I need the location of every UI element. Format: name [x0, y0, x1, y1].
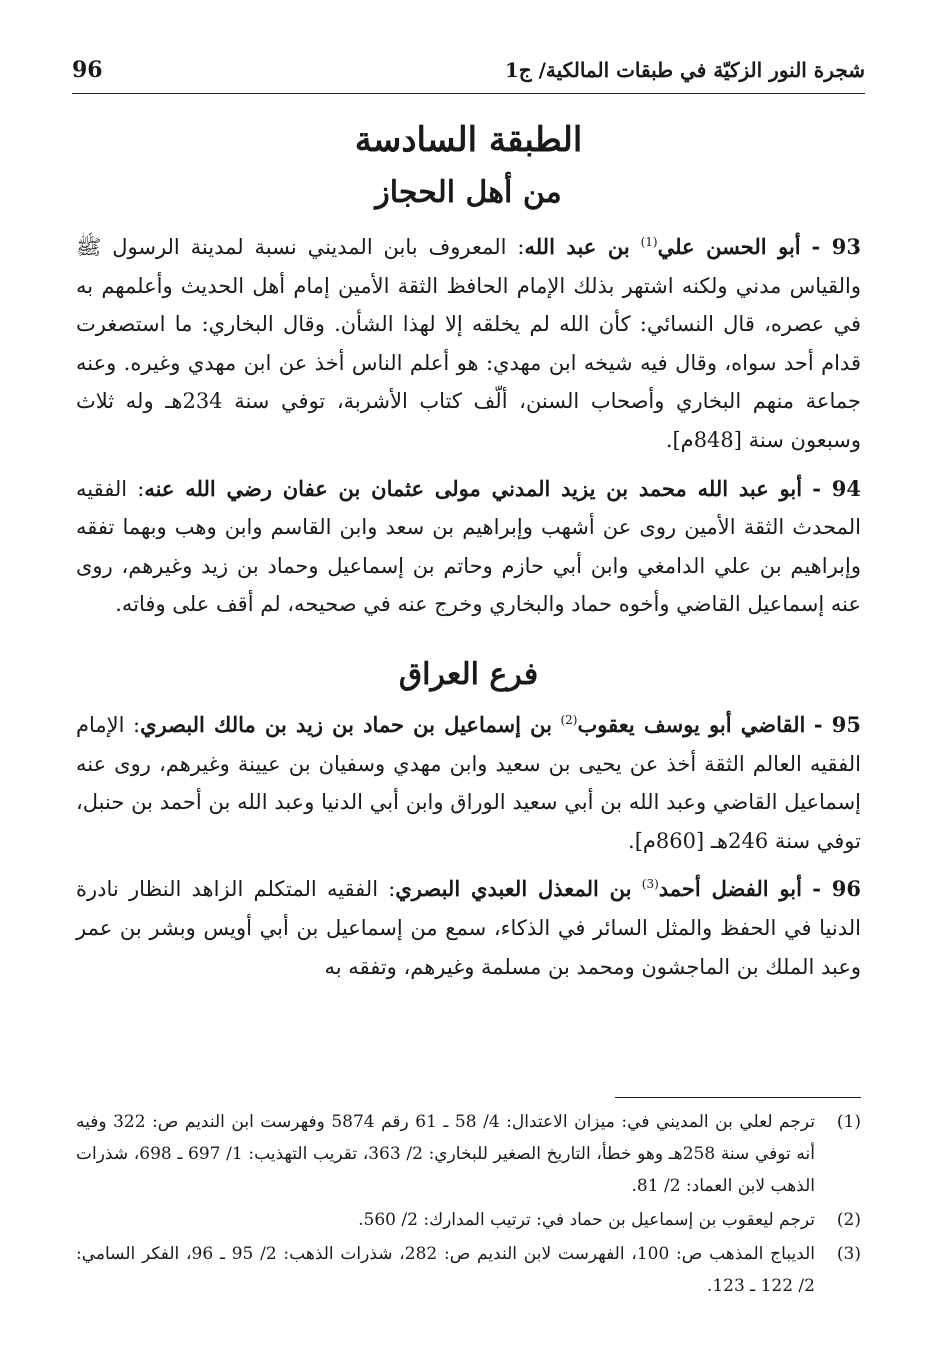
entry-text: : الفقيه المحدث الثقة الأمين روى عن أشهب وإبراهيم بن سعد وابن القاسم وابن وهب وبهما تفقه وإبراهيم بن علي الدامغي وابن أبي حازم وحاتم بن إسماعيل وحماد بن زيد وغيرهم، روى عنه إسماعيل القاضي وأخوه حماد والبخاري وخرج عنه في صحيحه، لم أقف على وفاته.: [76, 476, 861, 617]
footnote-number: (3): [836, 1244, 861, 1264]
entry-name: القاضي أبو يوسف يعقوب: [577, 711, 806, 737]
entry-text: : الإمام الفقيه العالم الثقة أخذ عن يحيى بن سعيد وابن مهدي وسفيان بن عيينة وغيرهم، روى عنه إسماعيل القاضي وعبد الله بن أبي سعيد الوراق وابن أبي الدنيا وعبد الله بن أحمد بن حنبل، توفي سنة 246هـ [860م].: [76, 712, 861, 853]
footnote-number: (1): [836, 1112, 861, 1132]
main-text: [76, 112, 861, 986]
footnote-marker: (3): [641, 877, 659, 892]
running-title: شجرة النور الزكيّة في طبقات المالكية/ ج1: [504, 58, 865, 82]
section-subtitle: من أهل الحجاز: [375, 175, 562, 210]
branch-title: فرع العراق: [398, 656, 539, 692]
entry-93: [76, 228, 861, 460]
entry-number: 96 -: [812, 876, 862, 902]
entry-94: [76, 470, 861, 624]
footnote-marker: (1): [640, 235, 658, 249]
section-title: الطبقة السادسة: [354, 120, 583, 160]
footnote-rule: [615, 1097, 861, 1098]
footnote-text: الديباج المذهب ص: 100، الفهرست لابن النديم ص: 282، شذرات الذهب: 2/ 95 ـ 96، الفكر السامي: 2/ 122 ـ 123.: [76, 1244, 816, 1296]
entry-name-rest: بن إسماعيل بن حماد بن زيد بن مالك البصري: [140, 711, 552, 737]
entry-name: أبو الحسن علي: [657, 234, 801, 259]
footnote-text: ترجم ليعقوب بن إسماعيل بن حماد في: ترتيب المدارك: 2/ 560.: [358, 1210, 815, 1230]
footnote-3: [76, 1238, 861, 1302]
entry-name-rest: بن عبد الله: [524, 234, 630, 259]
entry-number: 93 -: [811, 234, 861, 259]
entry-96: [76, 870, 861, 986]
entry-name: أبو الفضل أحمد: [658, 876, 802, 902]
footnote-text: ترجم لعلي بن المديني في: ميزان الاعتدال: 4/ 58 ـ 61 رقم 5874 وفهرست ابن النديم ص: 322 وفيه أنه توفي سنة 258هـ وهو خطأ، التاريخ الصغير للبخاري: 2/ 363، تقريب التهذيب: 1/ 697 ـ 698، شذرات الذهب لابن العماد: 2/ 81.: [76, 1112, 815, 1196]
footnote-2: [76, 1204, 861, 1236]
entry-number: 94 -: [812, 475, 861, 501]
page-number: 96: [72, 57, 103, 83]
page-header: [72, 50, 865, 90]
footnotes: [76, 1106, 861, 1304]
entry-95: [76, 706, 861, 860]
footnote-1: [76, 1106, 861, 1202]
entry-text: : الفقيه المتكلم الزاهد النظار نادرة الدنيا في الحفظ والمثل السائر في الذكاء، سمع من إسماعيل بن أبي أويس وبشر بن عمر وعبد الملك بن الماجشون ومحمد بن مسلمة وغيرهم، وتفقه به: [76, 877, 861, 979]
header-rule: [72, 93, 865, 94]
entry-name-rest: بن المعذل العبدي البصري: [395, 876, 632, 902]
entry-number: 95 -: [813, 711, 862, 737]
entry-text: : المعروف بابن المديني نسبة لمدينة الرسول ﷺ والقياس مدني ولكنه اشتهر بذلك الإمام الحافظ الثقة الأمين إمام أهل الحديث وأعلمهم به في عصره، قال النسائي: كأن الله لم يخلقه إلا لهذا الشأن. وقال البخاري: ما استصغرت قدام أحد سواه، وقال فيه شيخه ابن مهدي: هو أعلم الناس أخذ عن ابن مهدي وغيره. وعنه جماعة منهم البخاري وأصحاب السنن، ألّف كتاب الأشربة، توفي سنة 234هـ وله ثلاث وسبعون سنة [848م].: [76, 235, 861, 452]
footnote-marker: (2): [560, 712, 578, 727]
entry-name: أبو عبد الله محمد بن يزيد المدني مولى عثمان بن عفان رضي الله عنه: [144, 475, 803, 501]
footnote-number: (2): [836, 1210, 861, 1230]
